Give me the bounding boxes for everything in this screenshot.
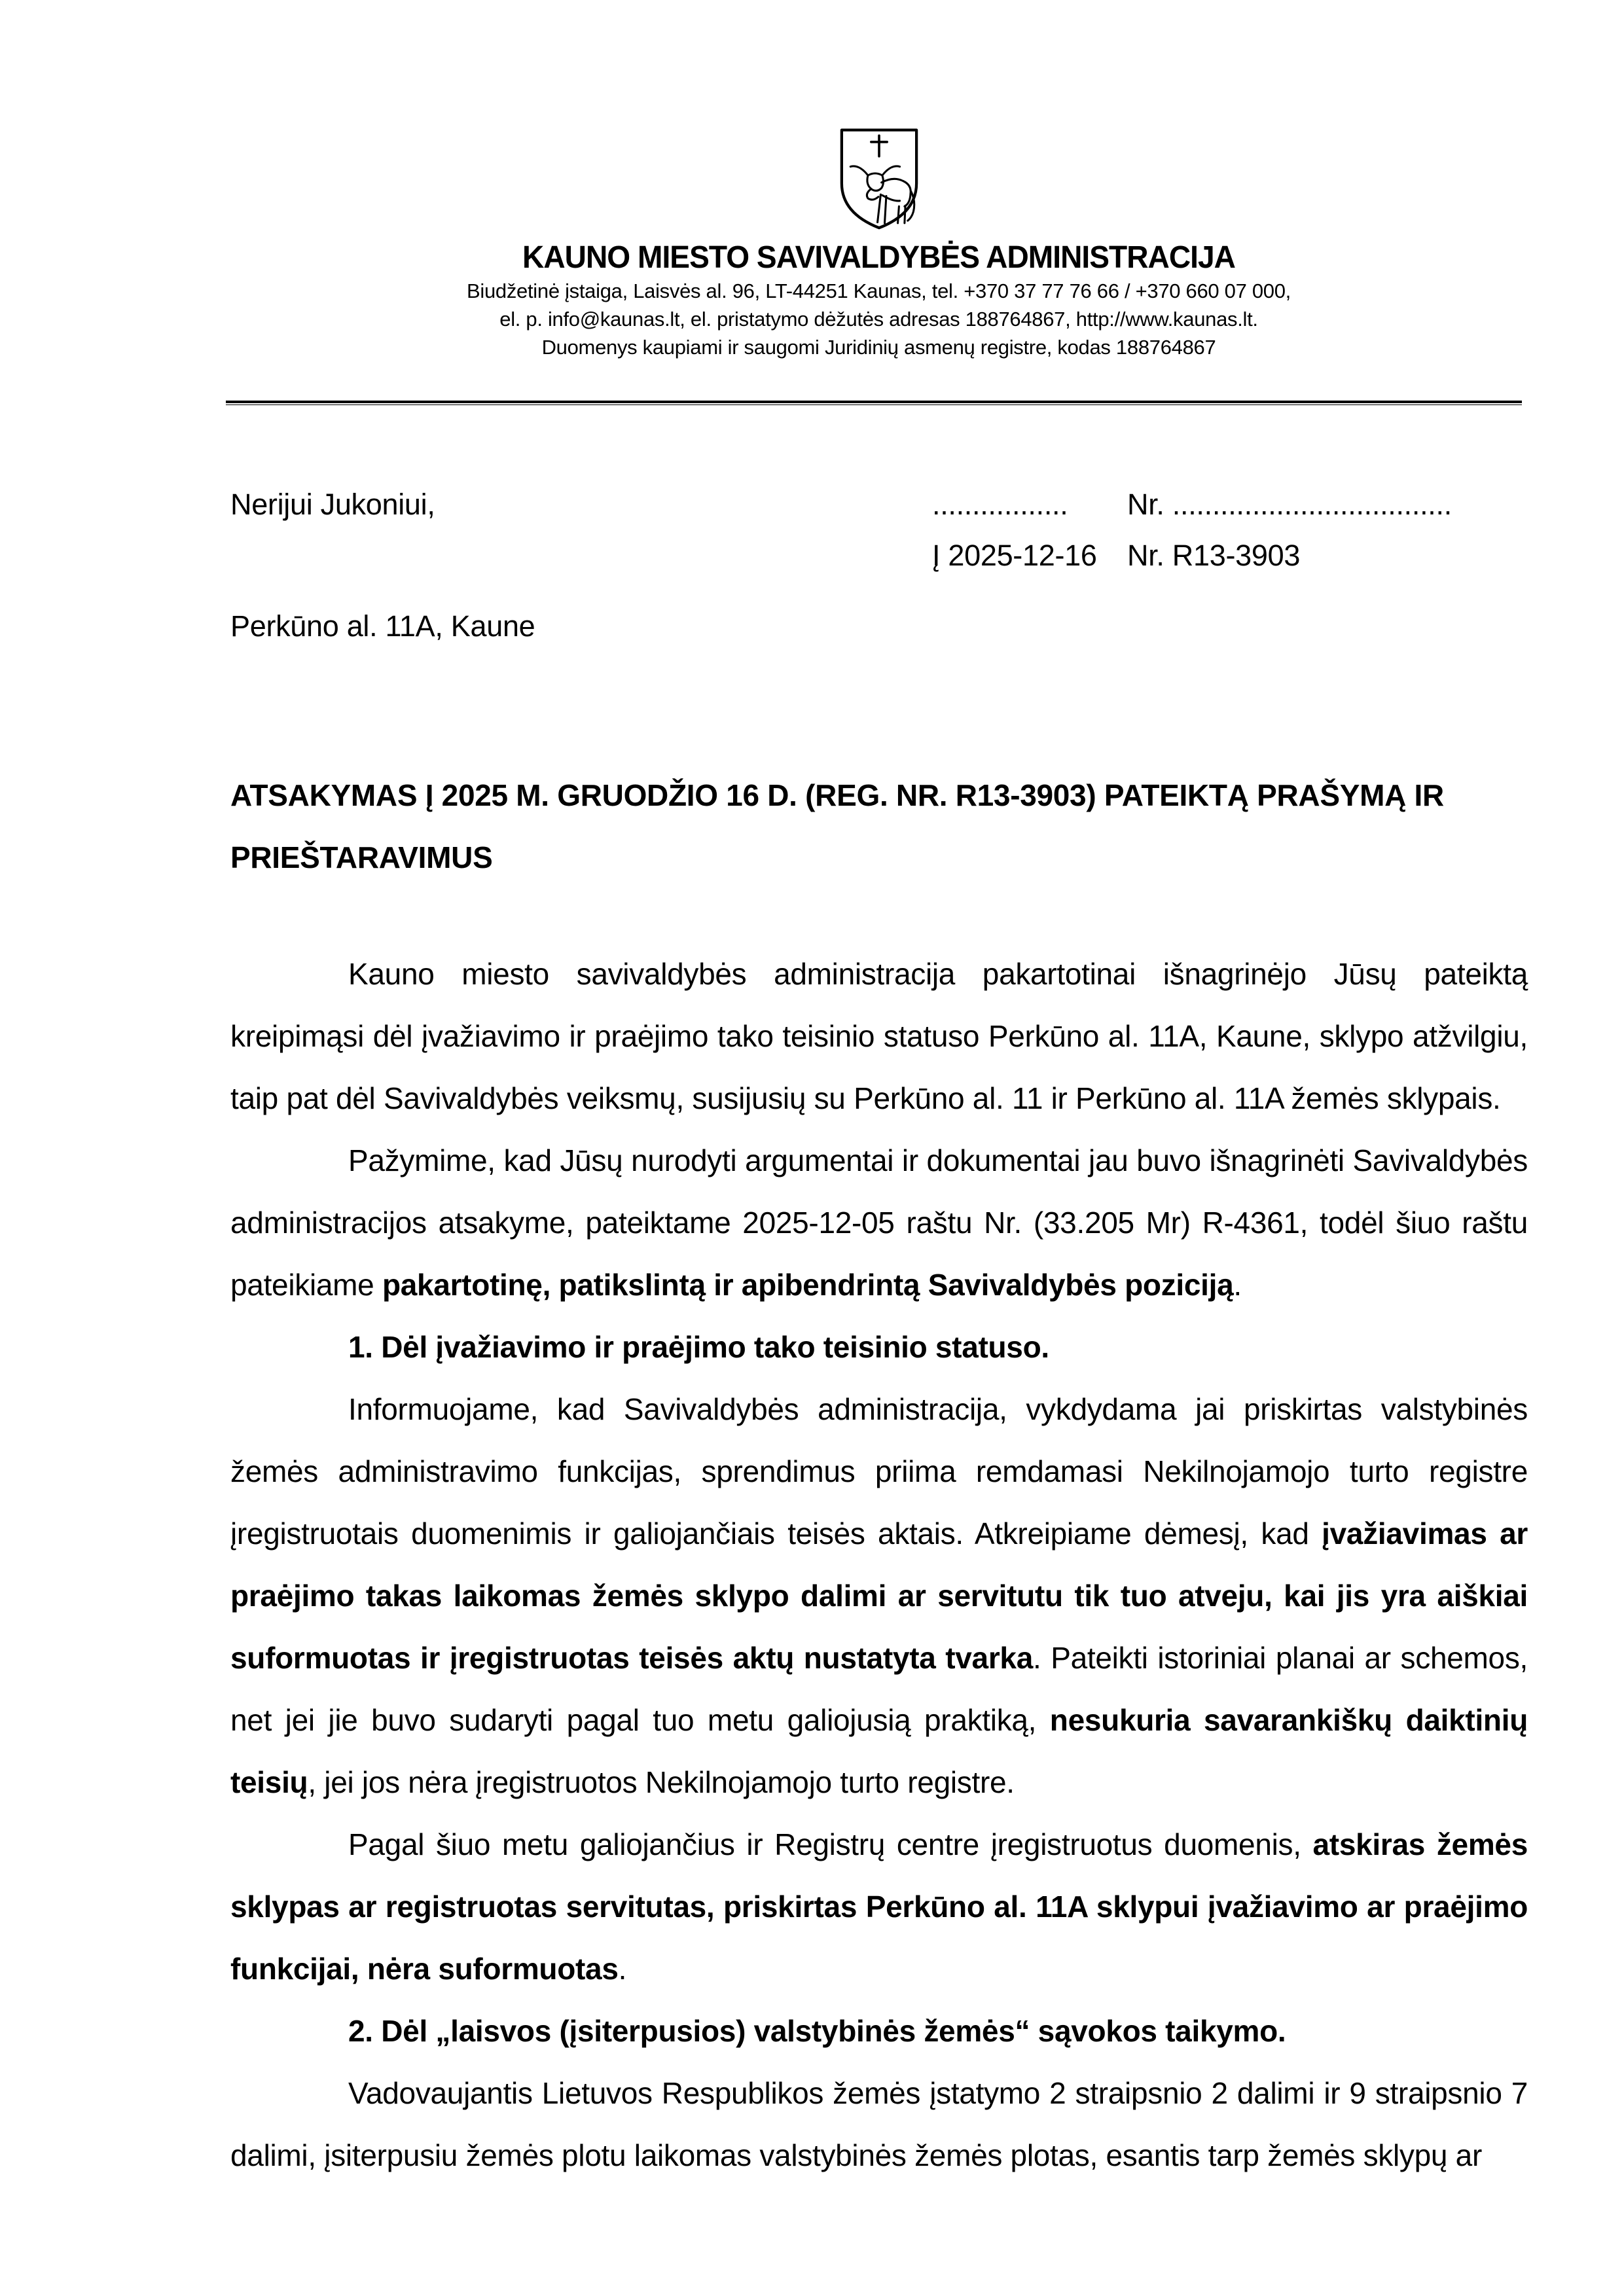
organization-name: KAUNO MIESTO SAVIVALDYBĖS ADMINISTRACIJA: [522, 240, 1235, 275]
letterhead-divider: [226, 401, 1522, 405]
paragraph-intro: Kauno miesto savivaldybės administracija pakartotinai išnagrinėjo Jūsų pateiktą kreipimąsi dėl įvažiavimo ir praėjimo tako teisinio statuso Perkūno al. 11A, Kaune, sklypo atžvilgiu, taip pat dėl Savivaldybės veiksmų, susijusių su Perkūno al. 11 ir Perkūno al. 11A žemės sklypais.: [230, 957, 1528, 1115]
letterhead-info-line-3: Duomenys kaupiami ir saugomi Juridinių asmenų registre, kodas 188764867: [541, 336, 1216, 359]
incoming-date: Į 2025-12-16: [932, 539, 1097, 572]
paragraph-pagal: Pagal šiuo metu galiojančius ir Registrų centre įregistruotus duomenis, atskiras žemės sklypas ar registruotas servitutas, priskirtas Perkūno al. 11A sklypui įvažiavimo ar praėjimo funkcijai, nėra suformuotas.: [230, 1827, 1528, 1986]
reference-row-incoming: [932, 537, 1521, 575]
number-placeholder-dots: Nr. ...................................: [1127, 488, 1452, 521]
paragraph-informuojame: Informuojame, kad Savivaldybės administracija, vykdydama jai priskirtas valstybinės žemės administravimo funkcijas, sprendimus priima remdamasi Nekilnojamojo turto registre įregistruotais duomenimis ir galiojančiais teisės aktais. Atkreipiame dėmesį, kad įvažiavimas ar praėjimo takas laikomas žemės sklypo dalimi ar servitutu tik tuo atveju, kai jis yra aiškiai suformuotas ir įregistruotas teisės aktų nustatyta tvarka. Pateikti istoriniai planai ar schemos, net jei jie buvo sudaryti pagal tuo metu galiojusią praktiką, nesukuria savarankiškų daiktinių teisių, jei jos nėra įregistruotos Nekilnojamojo turto registre.: [230, 1392, 1528, 1799]
subject-heading: ATSAKYMAS Į 2025 M. GRUODŽIO 16 D. (REG. NR. R13-3903) PATEIKTĄ PRAŠYMĄ IR PRIEŠTARAVIMUS: [230, 778, 1444, 874]
paragraph-pazymime: Pažymime, kad Jūsų nurodyti argumentai ir dokumentai jau buvo išnagrinėti Savivaldybės administracijos atsakyme, pateiktame 2025-12-05 raštu Nr. (33.205 Mr) R-4361, todėl šiuo raštu pateikiame pakartotinę, patikslintą ir apibendrintą Savivaldybės poziciją.: [230, 1143, 1528, 1302]
kaunas-coat-of-arms-icon: [839, 128, 919, 231]
reference-block: [932, 486, 1521, 575]
letterhead-info-line-1: Biudžetinė įstaiga, Laisvės al. 96, LT-44251 Kaunas, tel. +370 37 77 76 66 / +370 660 07 000,: [467, 279, 1291, 302]
letterhead-info-line-2: el. p. info@kaunas.lt, el. pristatymo dėžutės adresas 188764867, http://www.kaunas.lt.: [499, 308, 1258, 331]
letterhead: [229, 128, 1528, 361]
recipient-name: Nerijui Jukoniui,: [230, 488, 435, 521]
incoming-number: Nr. R13-3903: [1127, 539, 1301, 572]
recipient-address: Perkūno al. 11A, Kaune: [230, 609, 535, 643]
section-2-heading: 2. Dėl „laisvos (įsiterpusios) valstybinės žemės“ sąvokos taikymo.: [348, 2014, 1286, 2048]
reference-row-blank: [932, 486, 1521, 524]
section-1-heading: 1. Dėl įvažiavimo ir praėjimo tako teisinio statuso.: [348, 1330, 1049, 1364]
paragraph-vadovaujantis: Vadovaujantis Lietuvos Respublikos žemės įstatymo 2 straipsnio 2 dalimi ir 9 straipsnio 7 dalimi, įsiterpusiu žemės plotu laikomas valstybinės žemės plotas, esantis tarp žemės sklypų ar: [230, 2076, 1528, 2172]
date-placeholder-dots: .................: [932, 488, 1068, 521]
recipient-block: [230, 486, 535, 645]
document-body: [230, 943, 1528, 2187]
